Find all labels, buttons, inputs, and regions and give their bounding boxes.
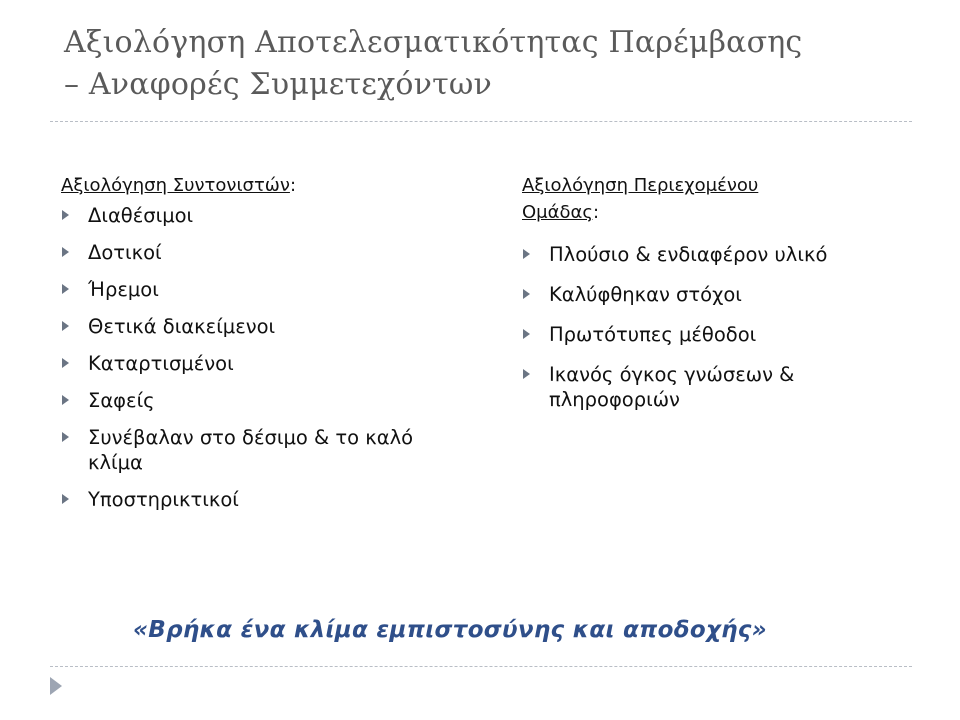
list-item-text: Ήρεμοι xyxy=(88,278,159,301)
triangle-bullet-icon xyxy=(523,369,530,379)
list-item-text: Πλούσιο & ενδιαφέρον υλικό xyxy=(549,243,828,266)
triangle-bullet-icon xyxy=(62,247,69,257)
triangle-bullet-icon xyxy=(62,432,69,442)
list-item-text: Δοτικοί xyxy=(88,241,162,264)
slide-title-line-2: – Αναφορές Συμμετεχόντων xyxy=(64,67,492,102)
list-item-text: Συνέβαλαν στο δέσιμο & το καλό κλίμα xyxy=(88,426,414,474)
corner-triangle-icon xyxy=(50,677,62,695)
coordinators-heading-colon: : xyxy=(289,175,297,196)
slide-title-line-1: Αξιολόγηση Αποτελεσματικότητας Παρέμβασης xyxy=(64,25,803,60)
triangle-bullet-icon xyxy=(523,329,530,339)
triangle-bullet-icon xyxy=(62,358,69,368)
triangle-bullet-icon xyxy=(62,210,69,220)
triangle-bullet-icon xyxy=(62,284,69,294)
coordinators-heading-text: Αξιολόγηση Συντονιστών xyxy=(61,175,290,196)
top-divider xyxy=(50,121,912,122)
list-item-text: Καταρτισμένοι xyxy=(88,352,234,375)
triangle-bullet-icon xyxy=(62,395,69,405)
coordinators-heading xyxy=(61,172,461,199)
list-item xyxy=(61,240,461,265)
group-content-evaluation-column xyxy=(522,172,902,427)
list-item xyxy=(61,277,461,302)
triangle-bullet-icon xyxy=(523,249,530,259)
list-item-text: Υποστηρικτικοί xyxy=(88,488,239,511)
list-item xyxy=(61,351,461,376)
content-heading-text: Αξιολόγηση Περιεχομένου Ομάδας xyxy=(522,175,759,223)
list-item-text: Πρωτότυπες μέθοδοι xyxy=(549,323,757,346)
content-list xyxy=(522,242,902,412)
bottom-divider xyxy=(50,666,912,667)
list-item-text: Θετικά διακείμενοι xyxy=(88,315,276,338)
list-item-text: Καλύφθηκαν στόχοι xyxy=(549,283,742,306)
content-heading-colon: : xyxy=(592,202,600,223)
list-item-text: Ικανός όγκος γνώσεων & πληροφοριών xyxy=(549,363,795,411)
content-heading xyxy=(522,172,822,226)
list-item xyxy=(61,203,461,228)
list-item xyxy=(61,314,461,339)
triangle-bullet-icon xyxy=(62,494,69,504)
triangle-bullet-icon xyxy=(523,289,530,299)
list-item xyxy=(61,487,461,512)
list-item xyxy=(61,388,461,413)
coordinators-list xyxy=(61,203,461,512)
coordinators-evaluation-column xyxy=(61,172,461,524)
slide-title xyxy=(64,22,924,106)
triangle-bullet-icon xyxy=(62,321,69,331)
list-item xyxy=(522,322,902,347)
list-item xyxy=(522,282,902,307)
list-item-text: Σαφείς xyxy=(88,389,155,412)
participant-quote: «Βρήκα ένα κλίμα εμπιστοσύνης και αποδοχής» xyxy=(133,617,767,643)
list-item xyxy=(61,425,461,475)
list-item-text: Διαθέσιμοι xyxy=(88,204,194,227)
list-item xyxy=(522,362,902,412)
list-item xyxy=(522,242,902,267)
